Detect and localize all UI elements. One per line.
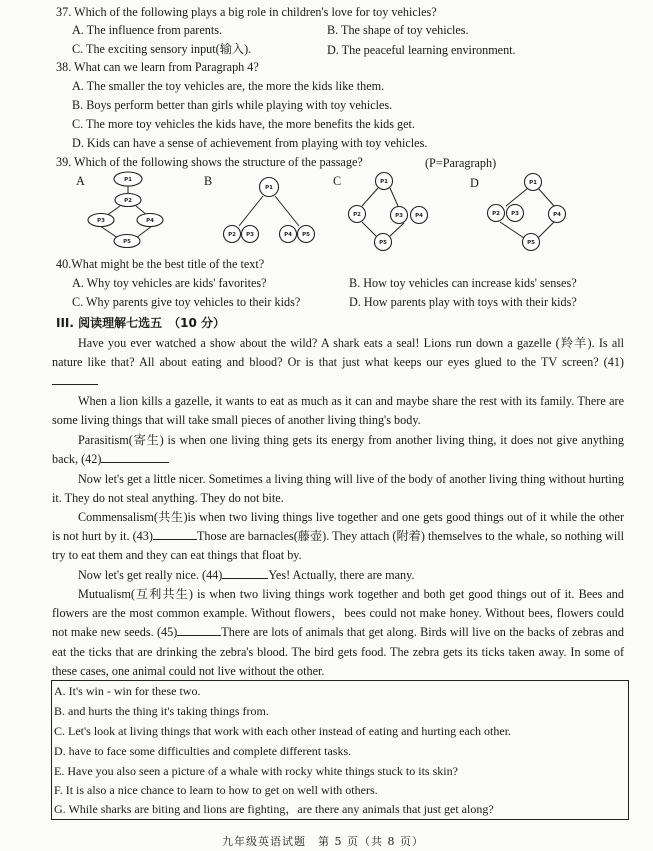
q37-option-d: D. The peaceful learning environment. [327,43,516,57]
svg-text:P5: P5 [302,232,310,238]
svg-text:P5: P5 [527,240,535,246]
svg-text:P4: P4 [146,218,154,224]
diagram-letter-a: A [76,174,85,188]
option-f: F. It is also a nice chance to learn to how to get on well with others. [54,783,378,797]
structure-diagram-c [340,168,440,252]
structure-diagram-a [80,168,180,252]
q38-option-b: B. Boys perform better than girls while playing with toy vehicles. [72,98,393,112]
diagram-letter-c: C [333,174,342,188]
page-footer: 九年级英语试题 第 5 页（共 8 页） [222,835,424,848]
svg-text:P1: P1 [124,177,132,183]
structure-diagram-b [215,168,325,250]
option-a: A. It's win - win for these two. [54,684,201,698]
q37-stem: 37. Which of the following plays a big role in children's love for toy vehicles? [56,5,437,19]
svg-text:P2: P2 [353,212,361,218]
svg-text:P1: P1 [265,185,273,191]
svg-text:P3: P3 [97,218,105,224]
options-box [51,680,629,820]
q37-option-c: C. The exciting sensory input(输入). [72,42,252,56]
option-c: C. Let's look at living things that work with each other instead of eating and hurting each other. [54,724,512,738]
svg-text:P3: P3 [246,232,254,238]
q40-stem: 40.What might be the best title of the text? [56,257,265,271]
option-g: G. While sharks are biting and lions are fighting，are there any animals that just get along? [54,802,494,816]
blank-43 [153,527,197,540]
passage-paragraph-4: Now let's get a little nicer. Sometimes a living thing will live of the body of another living thing without hurting it. They do not steal anything. They do not bite. [52,472,624,506]
blank-45 [177,623,221,636]
q37-option-a: A. The influence from parents. [72,23,223,37]
passage-paragraph-7: Mutualism(互利共生) is when two living things work together and both get good things out of it. Bees and flowers are the most common example. Without flowers，bees could not make honey. Without bees, flowers could not make new seeds. (45) There are lots of animals that get along. Birds will live on the backs of zebras and eat the ticks that are drinking the zebra's blood. The bird gets food. The zebra gets its ticks taken away. In some of these cases, one animal could not live without the other. [52,587,624,678]
blank-42 [101,450,169,463]
svg-text:P1: P1 [529,180,537,186]
svg-text:P4: P4 [415,213,423,219]
svg-text:P1: P1 [380,179,388,185]
q37-option-b: B. The shape of toy vehicles. [327,23,469,37]
svg-text:P5: P5 [379,240,387,246]
diagram-letter-d: D [470,176,479,190]
svg-text:P2: P2 [124,198,132,204]
svg-text:P3: P3 [511,211,519,217]
passage-paragraph-2: When a lion kills a gazelle, it wants to eat as much as it can and maybe share the rest with its family. There are some living things that will take small pieces of another living thing's body. [52,394,624,428]
q40-option-c: C. Why parents give toy vehicles to their kids? [72,295,301,309]
passage-paragraph-6: Now let's get really nice. (44) Yes! Actually, there are many. [78,568,415,582]
passage-paragraph-3: Parasitism(寄生) is when one living thing gets its energy from another living thing, it does not give anything back, (42) [52,433,624,467]
q38-option-a: A. The smaller the toy vehicles are, the more the kids like them. [72,79,385,93]
option-e: E. Have you also seen a picture of a whale with rocky white things stuck to its skin? [54,764,458,778]
section-title: III. 阅读理解七选五 （10 分） [56,316,226,330]
svg-text:P2: P2 [228,232,236,238]
passage-paragraph-1: Have you ever watched a show about the wild? A shark eats a seal! Lions run down a gazelle (羚羊). Is all nature like that? All about eating and blood? Or is that just what keeps our eyes glued to the TV screen? (41) [52,334,624,392]
option-d: D. have to face some difficulties and complete different tasks. [54,744,352,758]
q40-option-d: D. How parents play with toys with their kids? [349,295,577,309]
q38-option-c: C. The more toy vehicles the kids have, the more benefits the kids get. [72,117,415,131]
q38-stem: 38. What can we learn from Paragraph 4? [56,60,259,74]
q39-note: (P=Paragraph) [425,156,497,170]
svg-text:P3: P3 [395,213,403,219]
diagram-letter-b: B [204,174,213,188]
svg-text:P4: P4 [553,212,561,218]
svg-text:P2: P2 [492,211,500,217]
passage-paragraph-5: Commensalism(共生)is when two living things live together and one gets good things out of it while the other is not hurt by it. (43) Those are barnacles(藤壶). They attach (附着) themselves to the whale, so nothing will try to eat them and they can eat things that float by. [52,510,624,563]
q38-option-d: D. Kids can have a sense of achievement from playing with toy vehicles. [72,136,428,150]
option-b: B. and hurts the thing it's taking things from. [54,704,269,718]
svg-text:P4: P4 [284,232,292,238]
q40-option-a: A. Why toy vehicles are kids' favorites? [72,276,267,290]
svg-text:P5: P5 [123,239,131,245]
q40-option-b: B. How toy vehicles can increase kids' senses? [349,276,577,290]
blank-41 [52,372,98,385]
blank-44 [222,566,268,579]
q39-stem: 39. Which of the following shows the structure of the passage? [56,155,363,169]
structure-diagram-d [476,168,576,252]
